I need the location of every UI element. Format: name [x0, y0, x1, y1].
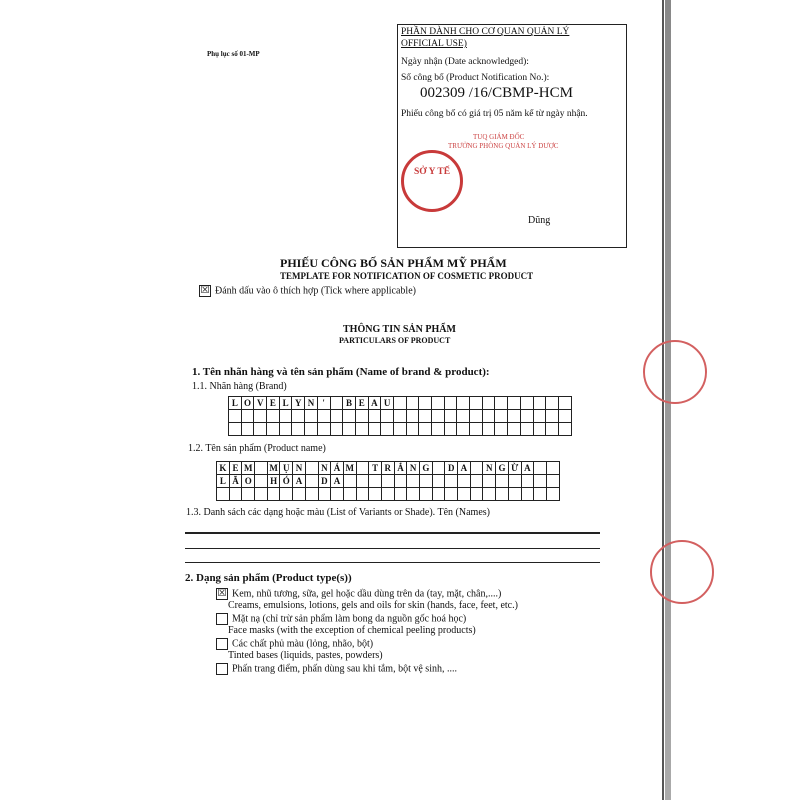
grid-cell	[522, 475, 535, 488]
grid-cell	[306, 475, 319, 488]
type-label-vn: Mặt nạ (chỉ trừ sản phẩm làm bong da nguồn gốc hoá học)	[232, 613, 467, 625]
grid-cell: Á	[331, 462, 344, 475]
grid-cell: M	[242, 462, 255, 475]
title-en: TEMPLATE FOR NOTIFICATION OF COSMETIC PRODUCT	[280, 271, 534, 281]
grid-cell: '	[318, 397, 331, 410]
date-ack: Ngày nhận (Date acknowledged):	[401, 57, 529, 67]
grid-cell	[457, 423, 470, 436]
grid-cell	[242, 410, 255, 423]
grid-cell	[382, 475, 395, 488]
grid-cell: A	[458, 462, 471, 475]
grid-cell	[292, 423, 305, 436]
grid-cell	[445, 397, 458, 410]
grid-cell	[496, 475, 509, 488]
grid-cell	[445, 475, 458, 488]
grid-cell: M	[268, 462, 281, 475]
grid-cell	[458, 488, 471, 501]
official-stamp: SỞ Y TẾ	[401, 150, 463, 212]
checkbox[interactable]	[216, 613, 228, 625]
grid-cell	[268, 488, 281, 501]
grid-cell	[546, 397, 559, 410]
grid-cell	[395, 475, 408, 488]
grid-cell: V	[254, 397, 267, 410]
grid-cell: G	[496, 462, 509, 475]
grid-cell	[394, 423, 407, 436]
grid-cell	[445, 423, 458, 436]
grid-cell: M	[344, 462, 357, 475]
grid-cell	[407, 488, 420, 501]
grid-cell: O	[242, 397, 255, 410]
grid-cell	[369, 475, 382, 488]
grid-cell	[534, 397, 547, 410]
grid-cell	[509, 488, 522, 501]
grid-cell	[306, 462, 319, 475]
grid-cell	[521, 423, 534, 436]
grid-cell	[483, 410, 496, 423]
grid-cell	[508, 397, 521, 410]
grid-cell	[420, 475, 433, 488]
grid-cell: N	[319, 462, 332, 475]
partial-stamp	[643, 340, 707, 404]
type-label-vn: Phấn trang điểm, phấn dùng sau khi tắm, bột vệ sinh, ....	[232, 663, 457, 675]
grid-cell	[419, 397, 432, 410]
grid-cell	[267, 410, 280, 423]
grid-cell	[432, 423, 445, 436]
grid-cell	[546, 410, 559, 423]
grid-cell	[407, 410, 420, 423]
signer-2: TRƯỞNG PHÒNG QUẢN LÝ DƯỢC	[448, 142, 559, 150]
grid-cell: D	[445, 462, 458, 475]
grid-cell	[369, 423, 382, 436]
grid-cell: O	[242, 475, 255, 488]
divider	[185, 548, 600, 549]
grid-cell	[305, 423, 318, 436]
grid-cell	[318, 423, 331, 436]
grid-cell	[242, 488, 255, 501]
grid-cell	[445, 410, 458, 423]
grid-cell: Ã	[230, 475, 243, 488]
section-en: PARTICULARS OF PRODUCT	[339, 336, 451, 345]
grid-cell	[522, 488, 535, 501]
grid-cell: E	[230, 462, 243, 475]
grid-cell: L	[280, 397, 293, 410]
grid-cell	[280, 410, 293, 423]
grid-cell	[559, 397, 572, 410]
grid-cell	[255, 462, 268, 475]
grid-cell	[496, 488, 509, 501]
grid-cell: L	[217, 475, 230, 488]
divider	[185, 532, 600, 534]
grid-cell	[255, 488, 268, 501]
grid-cell	[471, 475, 484, 488]
grid-cell	[217, 488, 230, 501]
grid-cell	[292, 410, 305, 423]
grid-cell	[306, 488, 319, 501]
grid-cell: B	[343, 397, 356, 410]
checked-box-icon: ☒	[200, 285, 210, 296]
grid-cell: A	[522, 462, 535, 475]
grid-cell	[483, 423, 496, 436]
grid-cell	[495, 410, 508, 423]
grid-cell	[280, 488, 293, 501]
grid-cell	[230, 488, 243, 501]
grid-cell	[229, 423, 242, 436]
section-1-3: 1.3. Danh sách các dạng hoặc màu (List of Variants or Shade). Tên (Names)	[186, 507, 490, 518]
grid-cell	[254, 410, 267, 423]
notif-no-label: Số công bố (Product Notification No.):	[401, 73, 550, 83]
grid-cell: A	[369, 397, 382, 410]
grid-cell	[331, 397, 344, 410]
grid-cell	[395, 488, 408, 501]
grid-cell: A	[293, 475, 306, 488]
grid-cell: N	[483, 462, 496, 475]
grid-cell: Ắ	[395, 462, 408, 475]
grid-cell: N	[293, 462, 306, 475]
grid-cell	[521, 410, 534, 423]
grid-cell	[534, 475, 547, 488]
section-1-1: 1.1. Nhãn hàng (Brand)	[192, 381, 287, 392]
grid-cell: N	[305, 397, 318, 410]
grid-cell	[419, 423, 432, 436]
type-label-en: Face masks (with the exception of chemical peeling products)	[228, 625, 476, 636]
grid-cell: N	[407, 462, 420, 475]
signer-1: TUQ GIÁM ĐỐC	[473, 133, 525, 141]
grid-cell	[407, 475, 420, 488]
grid-cell	[318, 410, 331, 423]
type-label-vn: Kem, nhũ tương, sữa, gel hoặc dầu dùng trên da (tay, mặt, chân,....)	[232, 588, 502, 600]
grid-cell: A	[331, 475, 344, 488]
grid-cell	[483, 475, 496, 488]
section-1: 1. Tên nhãn hàng và tên sản phẩm (Name of brand & product):	[192, 366, 490, 378]
grid-cell	[394, 410, 407, 423]
grid-cell	[508, 410, 521, 423]
validity: Phiếu công bố có giá trị 05 năm kể từ ngày nhận.	[401, 109, 588, 119]
product-type-option[interactable]	[216, 638, 373, 650]
grid-cell	[305, 410, 318, 423]
grid-cell: L	[229, 397, 242, 410]
grid-cell	[356, 423, 369, 436]
grid-cell	[534, 488, 547, 501]
grid-cell	[420, 488, 433, 501]
grid-cell	[344, 475, 357, 488]
grid-cell	[394, 397, 407, 410]
type-label-en: Tinted bases (liquids, pastes, powders)	[228, 650, 383, 661]
grid-cell	[267, 423, 280, 436]
grid-cell	[534, 462, 547, 475]
grid-cell	[471, 488, 484, 501]
grid-cell	[433, 475, 446, 488]
grid-cell	[547, 475, 560, 488]
annex-label: Phụ lục số 01-MP	[207, 50, 260, 58]
grid-cell	[483, 488, 496, 501]
grid-cell	[471, 462, 484, 475]
grid-cell	[242, 423, 255, 436]
title-vn: PHIẾU CÔNG BỐ SẢN PHẨM MỸ PHẨM	[280, 256, 507, 270]
grid-cell	[433, 488, 446, 501]
divider	[185, 562, 600, 563]
grid-cell	[419, 410, 432, 423]
grid-cell	[547, 462, 560, 475]
grid-cell: Ó	[280, 475, 293, 488]
official-header-vn: PHẦN DÀNH CHO CƠ QUAN QUẢN LÝ	[401, 27, 570, 37]
grid-cell: G	[420, 462, 433, 475]
signer-name: Dũng	[528, 215, 551, 226]
grid-cell: H	[268, 475, 281, 488]
grid-cell	[534, 410, 547, 423]
grid-cell	[356, 410, 369, 423]
grid-cell	[470, 397, 483, 410]
grid-cell: U	[381, 397, 394, 410]
checkbox[interactable]	[216, 638, 228, 650]
product-type-option[interactable]	[216, 588, 501, 600]
grid-cell	[357, 488, 370, 501]
product-name-grid	[216, 461, 560, 501]
grid-cell	[343, 423, 356, 436]
grid-cell	[508, 423, 521, 436]
grid-cell	[470, 410, 483, 423]
grid-cell	[381, 423, 394, 436]
grid-cell: R	[382, 462, 395, 475]
grid-cell	[483, 397, 496, 410]
notif-no: 002309 /16/CBMP-HCM	[420, 85, 573, 101]
grid-cell	[382, 488, 395, 501]
grid-cell	[255, 475, 268, 488]
brand-grid	[228, 396, 572, 436]
grid-cell	[458, 475, 471, 488]
grid-cell	[521, 397, 534, 410]
grid-cell: E	[356, 397, 369, 410]
grid-cell	[433, 462, 446, 475]
grid-cell	[495, 397, 508, 410]
grid-cell	[280, 423, 293, 436]
grid-cell	[457, 410, 470, 423]
grid-cell	[559, 410, 572, 423]
grid-cell	[229, 410, 242, 423]
type-label-vn: Các chất phủ màu (lỏng, nhão, bột)	[232, 638, 374, 650]
grid-cell	[357, 462, 370, 475]
grid-cell	[369, 410, 382, 423]
grid-cell: Y	[292, 397, 305, 410]
section-2: 2. Dạng sản phẩm (Product type(s))	[185, 572, 352, 584]
grid-cell	[331, 423, 344, 436]
grid-cell: T	[369, 462, 382, 475]
grid-cell	[534, 423, 547, 436]
grid-cell	[331, 410, 344, 423]
grid-cell	[254, 423, 267, 436]
grid-cell	[357, 475, 370, 488]
grid-cell	[432, 397, 445, 410]
official-use-box	[397, 24, 627, 248]
grid-cell: K	[217, 462, 230, 475]
section-vn: THÔNG TIN SẢN PHẨM	[343, 324, 456, 335]
grid-cell	[319, 488, 332, 501]
grid-cell	[445, 488, 458, 501]
tick-note: Đánh dấu vào ô thích hợp (Tick where applicable)	[215, 285, 416, 297]
official-header-en: OFFICIAL USE)	[401, 39, 467, 49]
grid-cell	[293, 488, 306, 501]
grid-cell	[407, 397, 420, 410]
grid-cell	[559, 423, 572, 436]
section-1-2: 1.2. Tên sản phẩm (Product name)	[188, 443, 326, 454]
grid-cell	[407, 423, 420, 436]
grid-cell: E	[267, 397, 280, 410]
product-type-option[interactable]	[216, 663, 457, 675]
grid-cell	[331, 488, 344, 501]
type-label-en: Creams, emulsions, lotions, gels and oils for skin (hands, face, feet, etc.)	[228, 600, 518, 611]
grid-cell	[509, 475, 522, 488]
grid-cell	[343, 410, 356, 423]
grid-cell	[457, 397, 470, 410]
grid-cell	[470, 423, 483, 436]
product-type-option[interactable]	[216, 613, 466, 625]
grid-cell	[344, 488, 357, 501]
grid-cell: D	[319, 475, 332, 488]
grid-cell	[381, 410, 394, 423]
grid-cell	[546, 423, 559, 436]
grid-cell	[369, 488, 382, 501]
grid-cell	[547, 488, 560, 501]
grid-cell: Ụ	[280, 462, 293, 475]
grid-cell: Ừ	[509, 462, 522, 475]
grid-cell	[495, 423, 508, 436]
grid-cell	[432, 410, 445, 423]
partial-stamp	[650, 540, 714, 604]
checkbox[interactable]: ☒	[217, 588, 227, 599]
checkbox[interactable]	[216, 663, 228, 675]
